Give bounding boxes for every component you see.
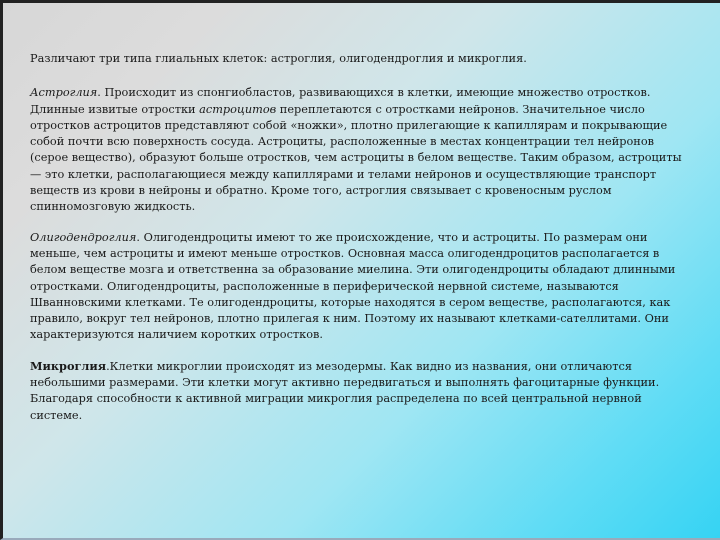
astroglia-text-2: переплетаются с отростками нейронов. Значительное число отростков астроцитов представляют собой «ножки», плотно прилегающие к капиллярам и покрывающие собой почти всю поверхность сосуда. Астроциты, расположенные в местах концентрации тел нейронов (серое вещество), образуют больше отростков, чем астроциты в белом веществе. Таким образом, астроциты — это клетки, располагающиеся между капиллярами и телами нейронов и осуществляющие транспорт веществ из крови в нейроны и обратно. Кроме того, астроглия связывает с кровеносным руслом спинномозговую жидкость. [30,102,682,214]
microglia-paragraph [30,358,694,424]
astroglia-text-1: . Происходит из спонгиобластов, развивающихся в клетки, имеющие множество отростков. Длинные извитые отростки [30,86,651,116]
microglia-term: Микроглия [30,358,107,373]
microglia-text: .Клетки микроглии происходят из мезодермы. Как видно из названия, они отличаются небольшими размерами. Эти клетки могут активно передвигаться и выполнять фагоцитарные функции. Благодаря способности к активной миграции микроглия распределена по всей центральной нервной системе. [30,359,660,422]
astrocytes-italic: астроцитов [199,102,277,116]
slide-content [30,51,694,438]
astroglia-term: Астроглия [30,86,98,100]
intro-paragraph: Различают три типа глиальных клеток: астроглия, олигодендроглия и микроглия. [30,52,527,65]
oligodendroglia-paragraph [30,230,694,344]
oligodendroglia-term: Олигодендроглия [30,230,137,244]
astroglia-paragraph [30,85,694,215]
oligodendroglia-text: . Олигодендроциты имеют то же происхождение, что и астроциты. По размерам они меньше, чем астроциты и имеют меньше отростков. Основная масса олигодендроцитов располагается в белом веществе мозга и ответственна за образование миелина. Эти олигодендроциты обладают длинными отростками. Олигодендроциты, расположенные в периферической нервной системе, называются Шванновскими клетками. Те олигодендроциты, которые находятся в сером веществе, располагаются, как правило, вокруг тел нейронов, плотно прилегая к ним. Поэтому их называют клетками-сателлитами. Они характеризуются наличием коротких отростков. [30,230,676,342]
